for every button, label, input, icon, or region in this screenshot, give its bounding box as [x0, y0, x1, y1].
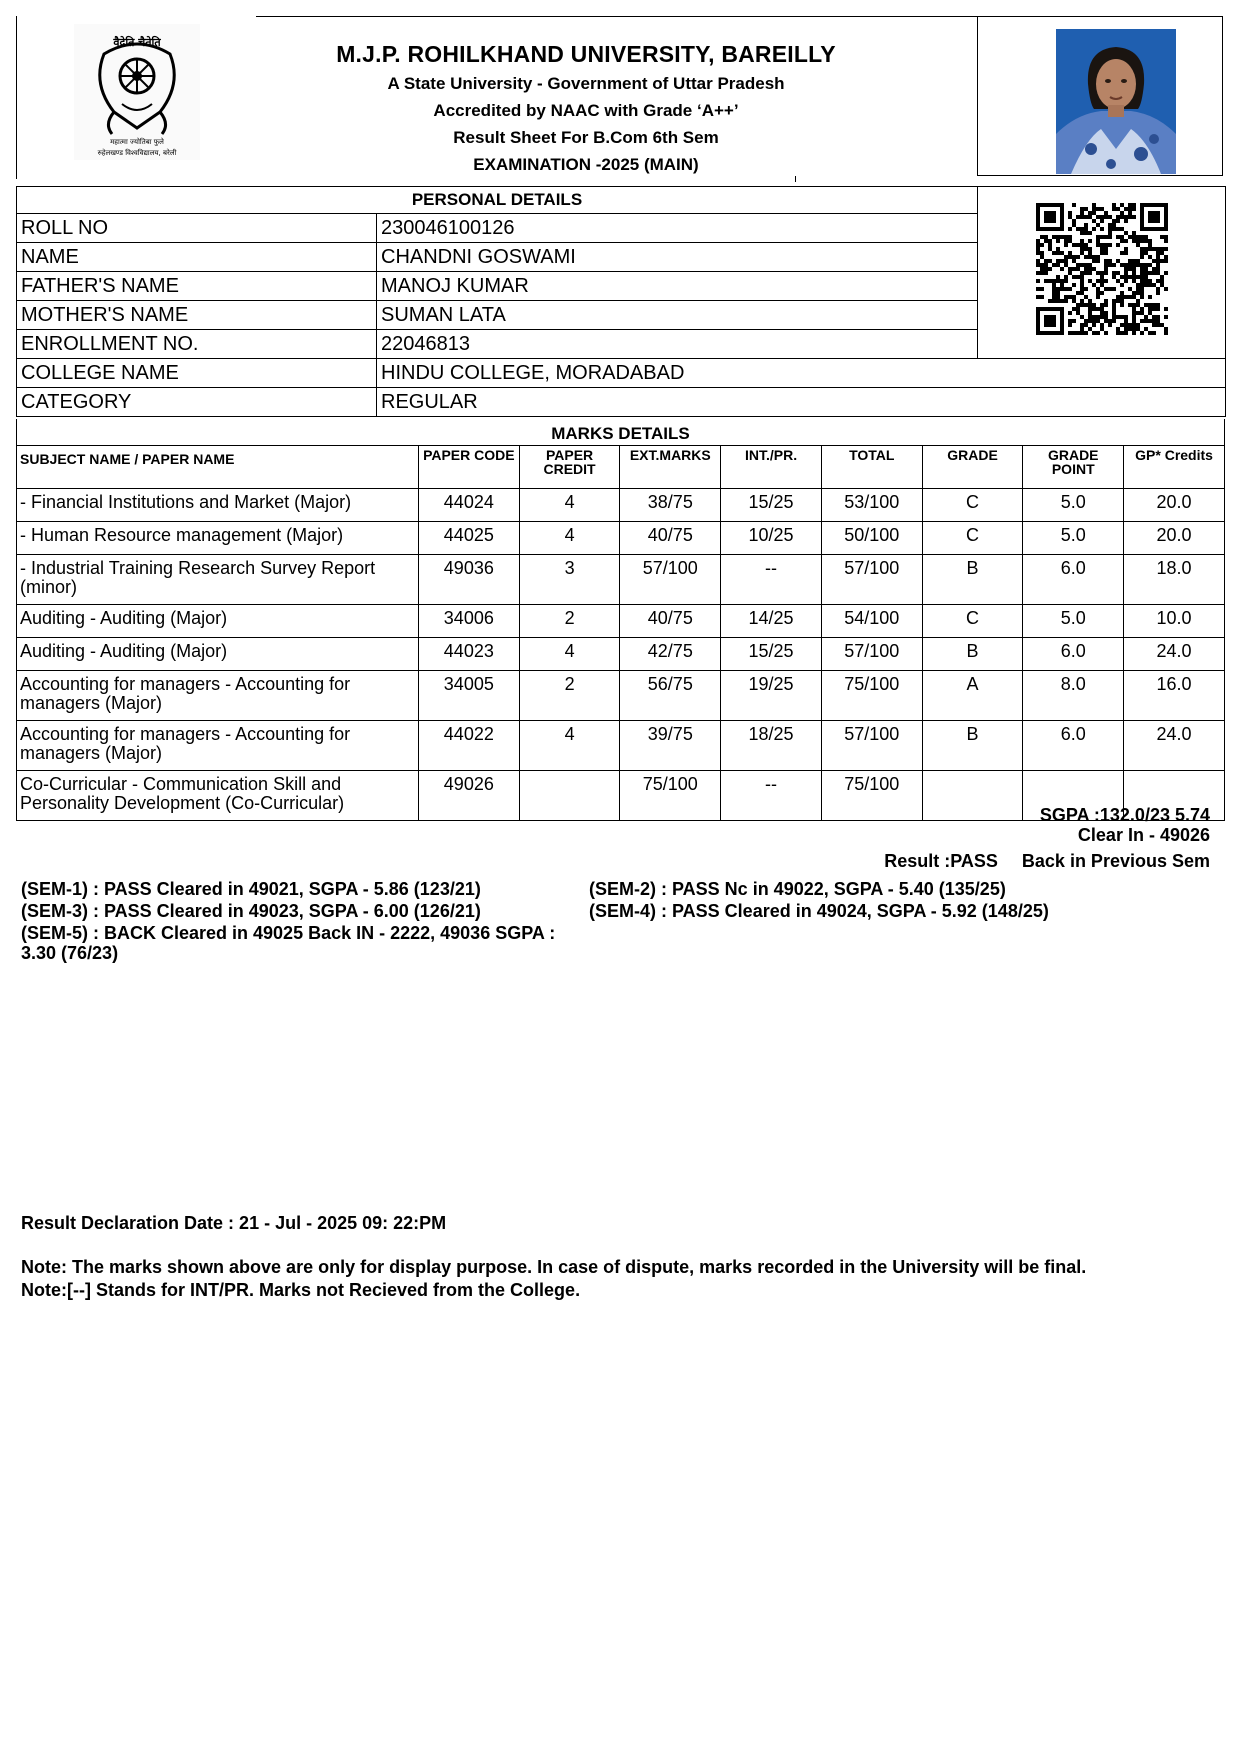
col-ext-marks: EXT.MARKS [620, 446, 721, 489]
total-marks: 57/100 [821, 555, 922, 605]
grade: A [922, 671, 1023, 721]
field-value: 22046813 [377, 330, 978, 359]
logo-caption-2: रुहेलखण्ड विश्वविद्यालय, बरेली [97, 149, 177, 157]
total-marks: 57/100 [821, 721, 922, 771]
grade-point: 5.0 [1023, 522, 1124, 555]
sem-1-status: (SEM-1) : PASS Cleared in 49021, SGPA - 5.86 (123/21) [21, 879, 481, 899]
gp-credits: 24.0 [1124, 638, 1225, 671]
subject-name: Auditing - Auditing (Major) [17, 638, 419, 671]
paper-code: 34005 [418, 671, 519, 721]
examination-title: EXAMINATION -2025 (MAIN) [473, 155, 699, 174]
qr-code-cell [978, 187, 1226, 359]
ext-marks: 42/75 [620, 638, 721, 671]
marks-row [17, 555, 1225, 605]
grade: B [922, 555, 1023, 605]
total-marks: 50/100 [821, 522, 922, 555]
gp-credits: 10.0 [1124, 605, 1225, 638]
gp-credits: 16.0 [1124, 671, 1225, 721]
ext-marks: 57/100 [620, 555, 721, 605]
subject-name: Auditing - Auditing (Major) [17, 605, 419, 638]
marks-header-row [17, 446, 1225, 489]
paper-code: 44025 [418, 522, 519, 555]
gp-credits: 20.0 [1124, 489, 1225, 522]
marks-row [17, 605, 1225, 638]
field-label: MOTHER'S NAME [17, 301, 377, 330]
semester-col-left [21, 879, 591, 965]
sem-3-status: (SEM-3) : PASS Cleared in 49023, SGPA - 6.00 (126/21) [21, 901, 481, 921]
grade: C [922, 522, 1023, 555]
int-pr: -- [721, 555, 822, 605]
field-value: REGULAR [377, 388, 1226, 417]
photo-frame [977, 16, 1223, 176]
subject-name: Accounting for managers - Accounting for managers (Major) [17, 671, 419, 721]
paper-code: 34006 [418, 605, 519, 638]
col-int-pr: INT./PR. [721, 446, 822, 489]
ext-marks: 40/75 [620, 522, 721, 555]
paper-credit: 4 [519, 522, 620, 555]
total-marks: 75/100 [821, 771, 922, 821]
header-top-rule [256, 16, 993, 17]
field-label: CATEGORY [17, 388, 377, 417]
paper-credit: 3 [519, 555, 620, 605]
note-display-purpose: Note: The marks shown above are only for display purpose. In case of dispute, marks recorded in the University will be final. [21, 1257, 1087, 1277]
total-marks: 75/100 [821, 671, 922, 721]
semester-col-right [589, 879, 1189, 923]
field-label: ROLL NO [17, 214, 377, 243]
col-subject: SUBJECT NAME / PAPER NAME [17, 446, 419, 489]
col-paper-credit: PAPER CREDIT [519, 446, 620, 489]
header-left-rule [16, 16, 17, 179]
paper-code: 49026 [418, 771, 519, 821]
note-int-pr: Note:[--] Stands for INT/PR. Marks not Recieved from the College. [21, 1280, 581, 1300]
result-line [884, 851, 1210, 872]
ext-marks: 39/75 [620, 721, 721, 771]
personal-row [17, 359, 1226, 388]
int-pr: 10/25 [721, 522, 822, 555]
paper-credit: 4 [519, 489, 620, 522]
sem-2-status: (SEM-2) : PASS Nc in 49022, SGPA - 5.40 (135/25) [589, 879, 1006, 899]
university-name: M.J.P. ROHILKHAND UNIVERSITY, BAREILLY [336, 41, 836, 67]
grade-point: 6.0 [1023, 638, 1124, 671]
int-pr: 14/25 [721, 605, 822, 638]
paper-credit: 4 [519, 721, 620, 771]
grade-point: 8.0 [1023, 671, 1124, 721]
marks-row [17, 671, 1225, 721]
col-paper-code: PAPER CODE [418, 446, 519, 489]
total-marks: 57/100 [821, 638, 922, 671]
grade: B [922, 721, 1023, 771]
field-label: NAME [17, 243, 377, 272]
personal-row [17, 388, 1226, 417]
field-label: ENROLLMENT NO. [17, 330, 377, 359]
qr-code [1036, 203, 1168, 335]
int-pr: 15/25 [721, 489, 822, 522]
subject-name: - Human Resource management (Major) [17, 522, 419, 555]
grade: C [922, 605, 1023, 638]
int-pr: 15/25 [721, 638, 822, 671]
int-pr: 18/25 [721, 721, 822, 771]
grade-point: 5.0 [1023, 605, 1124, 638]
subject-name: - Financial Institutions and Market (Major) [17, 489, 419, 522]
col-grade-point: GRADE POINT [1023, 446, 1124, 489]
total-marks: 53/100 [821, 489, 922, 522]
sgpa-value: SGPA :132.0/23 5.74 [1039, 805, 1210, 825]
grade-point: 6.0 [1023, 555, 1124, 605]
ext-marks: 40/75 [620, 605, 721, 638]
field-value: MANOJ KUMAR [377, 272, 978, 301]
marks-details-heading: MARKS DETAILS [17, 419, 1225, 446]
marks-row [17, 522, 1225, 555]
ext-marks: 75/100 [620, 771, 721, 821]
ext-marks: 56/75 [620, 671, 721, 721]
field-value: 230046100126 [377, 214, 978, 243]
gp-credits: 20.0 [1124, 522, 1225, 555]
personal-details-heading: PERSONAL DETAILS [17, 187, 978, 214]
header-tick [795, 176, 796, 182]
col-gp-credits: GP* Credits [1124, 446, 1225, 489]
paper-credit: 2 [519, 671, 620, 721]
marks-row [17, 721, 1225, 771]
university-logo [74, 24, 200, 160]
grade: C [922, 489, 1023, 522]
personal-details-table [16, 186, 1226, 417]
paper-code: 44023 [418, 638, 519, 671]
paper-code: 44024 [418, 489, 519, 522]
field-value: CHANDNI GOSWAMI [377, 243, 978, 272]
sem-5-status: (SEM-5) : BACK Cleared in 49025 Back IN - 2222, 49036 SGPA : 3.30 (76/23) [21, 923, 556, 963]
grade [922, 771, 1023, 821]
grade-point: 6.0 [1023, 721, 1124, 771]
logo-motto-text: वैदेति चैतेति [113, 36, 161, 49]
paper-code: 49036 [418, 555, 519, 605]
paper-credit: 2 [519, 605, 620, 638]
col-total: TOTAL [821, 446, 922, 489]
marks-row [17, 489, 1225, 522]
field-label: FATHER'S NAME [17, 272, 377, 301]
grade-point: 5.0 [1023, 489, 1124, 522]
result-declaration-date: Result Declaration Date : 21 - Jul - 2025 09: 22:PM [21, 1213, 447, 1233]
result-status: Result :PASS [884, 851, 998, 871]
int-pr: 19/25 [721, 671, 822, 721]
header-titles [246, 38, 926, 178]
back-note: Back in Previous Sem [1021, 851, 1210, 871]
field-value: HINDU COLLEGE, MORADABAD [377, 359, 1226, 388]
marks-details-table [16, 419, 1225, 821]
gp-credits: 24.0 [1124, 721, 1225, 771]
paper-credit [519, 771, 620, 821]
sem-4-status: (SEM-4) : PASS Cleared in 49024, SGPA - 5.92 (148/25) [589, 901, 1049, 921]
result-header [16, 16, 1224, 179]
logo-caption-1: महात्मा ज्योतिबा फुले [110, 138, 164, 146]
gp-credits: 18.0 [1124, 555, 1225, 605]
col-grade: GRADE [922, 446, 1023, 489]
paper-code: 44022 [418, 721, 519, 771]
accreditation: Accredited by NAAC with Grade ‘A++’ [433, 101, 739, 120]
paper-credit: 4 [519, 638, 620, 671]
subject-name: - Industrial Training Research Survey Report (minor) [17, 555, 419, 605]
int-pr: -- [721, 771, 822, 821]
result-sheet-title: Result Sheet For B.Com 6th Sem [453, 128, 719, 147]
total-marks: 54/100 [821, 605, 922, 638]
notes [21, 1256, 1086, 1302]
grade: B [922, 638, 1023, 671]
student-photo [1056, 29, 1176, 174]
field-label: COLLEGE NAME [17, 359, 377, 388]
clear-in-value: Clear In - 49026 [1077, 825, 1210, 845]
ext-marks: 38/75 [620, 489, 721, 522]
university-status: A State University - Government of Uttar Pradesh [387, 74, 785, 93]
sgpa-summary [1040, 805, 1210, 845]
marks-row [17, 638, 1225, 671]
subject-name: Accounting for managers - Accounting for managers (Major) [17, 721, 419, 771]
field-value: SUMAN LATA [377, 301, 978, 330]
subject-name: Co-Curricular - Communication Skill and Personality Development (Co-Curricular) [17, 771, 419, 821]
